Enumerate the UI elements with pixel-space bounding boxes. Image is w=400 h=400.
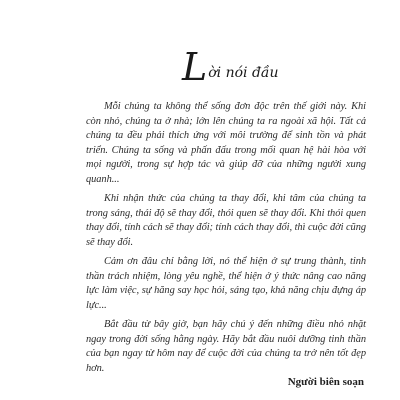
paragraph-3: Cảm ơn đâu chỉ bằng lời, nó thể hiện ở sự trung thành, tinh thần trách nhiệm, lòng yêu nghề, thể hiện ở ý thức nâng cao năng lực làm việc, sự hăng say học hỏi, sáng tạo, khả năng chịu đựng áp lực...: [86, 256, 366, 311]
paragraph-4: Bắt đầu từ bây giờ, bạn hãy chú ý đến những điều nhỏ nhặt ngay trong đời sống hằng ngày. Hãy bắt đầu nuôi dưỡng tinh thần của bạn ngay từ hôm nay để cuộc đời của chúng ta trở nên tốt đẹp hơn.: [86, 319, 366, 374]
paragraph-2: Khi nhận thức của chúng ta thay đổi, khi tâm của chúng ta trong sáng, thái độ sẽ thay đổi, thói quen sẽ thay đổi. Khi thói quen thay đổi, tính cách sẽ thay đổi; tính cách thay đổi, thì cuộc đời cũng sẽ thay đổi.: [86, 193, 366, 248]
page-title: [182, 45, 279, 89]
title-text: ời nói đầu: [208, 65, 279, 81]
author-signature: Người biên soạn: [287, 376, 364, 388]
title-decorative-initial: L: [182, 45, 208, 89]
preface-body: [86, 100, 366, 381]
paragraph-1: Mỗi chúng ta không thể sống đơn độc trên thế giới này. Khi còn nhỏ, chúng ta ở nhà; lớn lên chúng ta ra ngoài xã hội. Tất cả chúng ta đều phải thích ứng với môi trường để sinh tồn và phát triển. Chúng ta sống và phấn đấu trong mối quan hệ hài hòa với mọi người, trong sự hợp tác và giúp đỡ của những người xung quanh...: [86, 101, 366, 185]
